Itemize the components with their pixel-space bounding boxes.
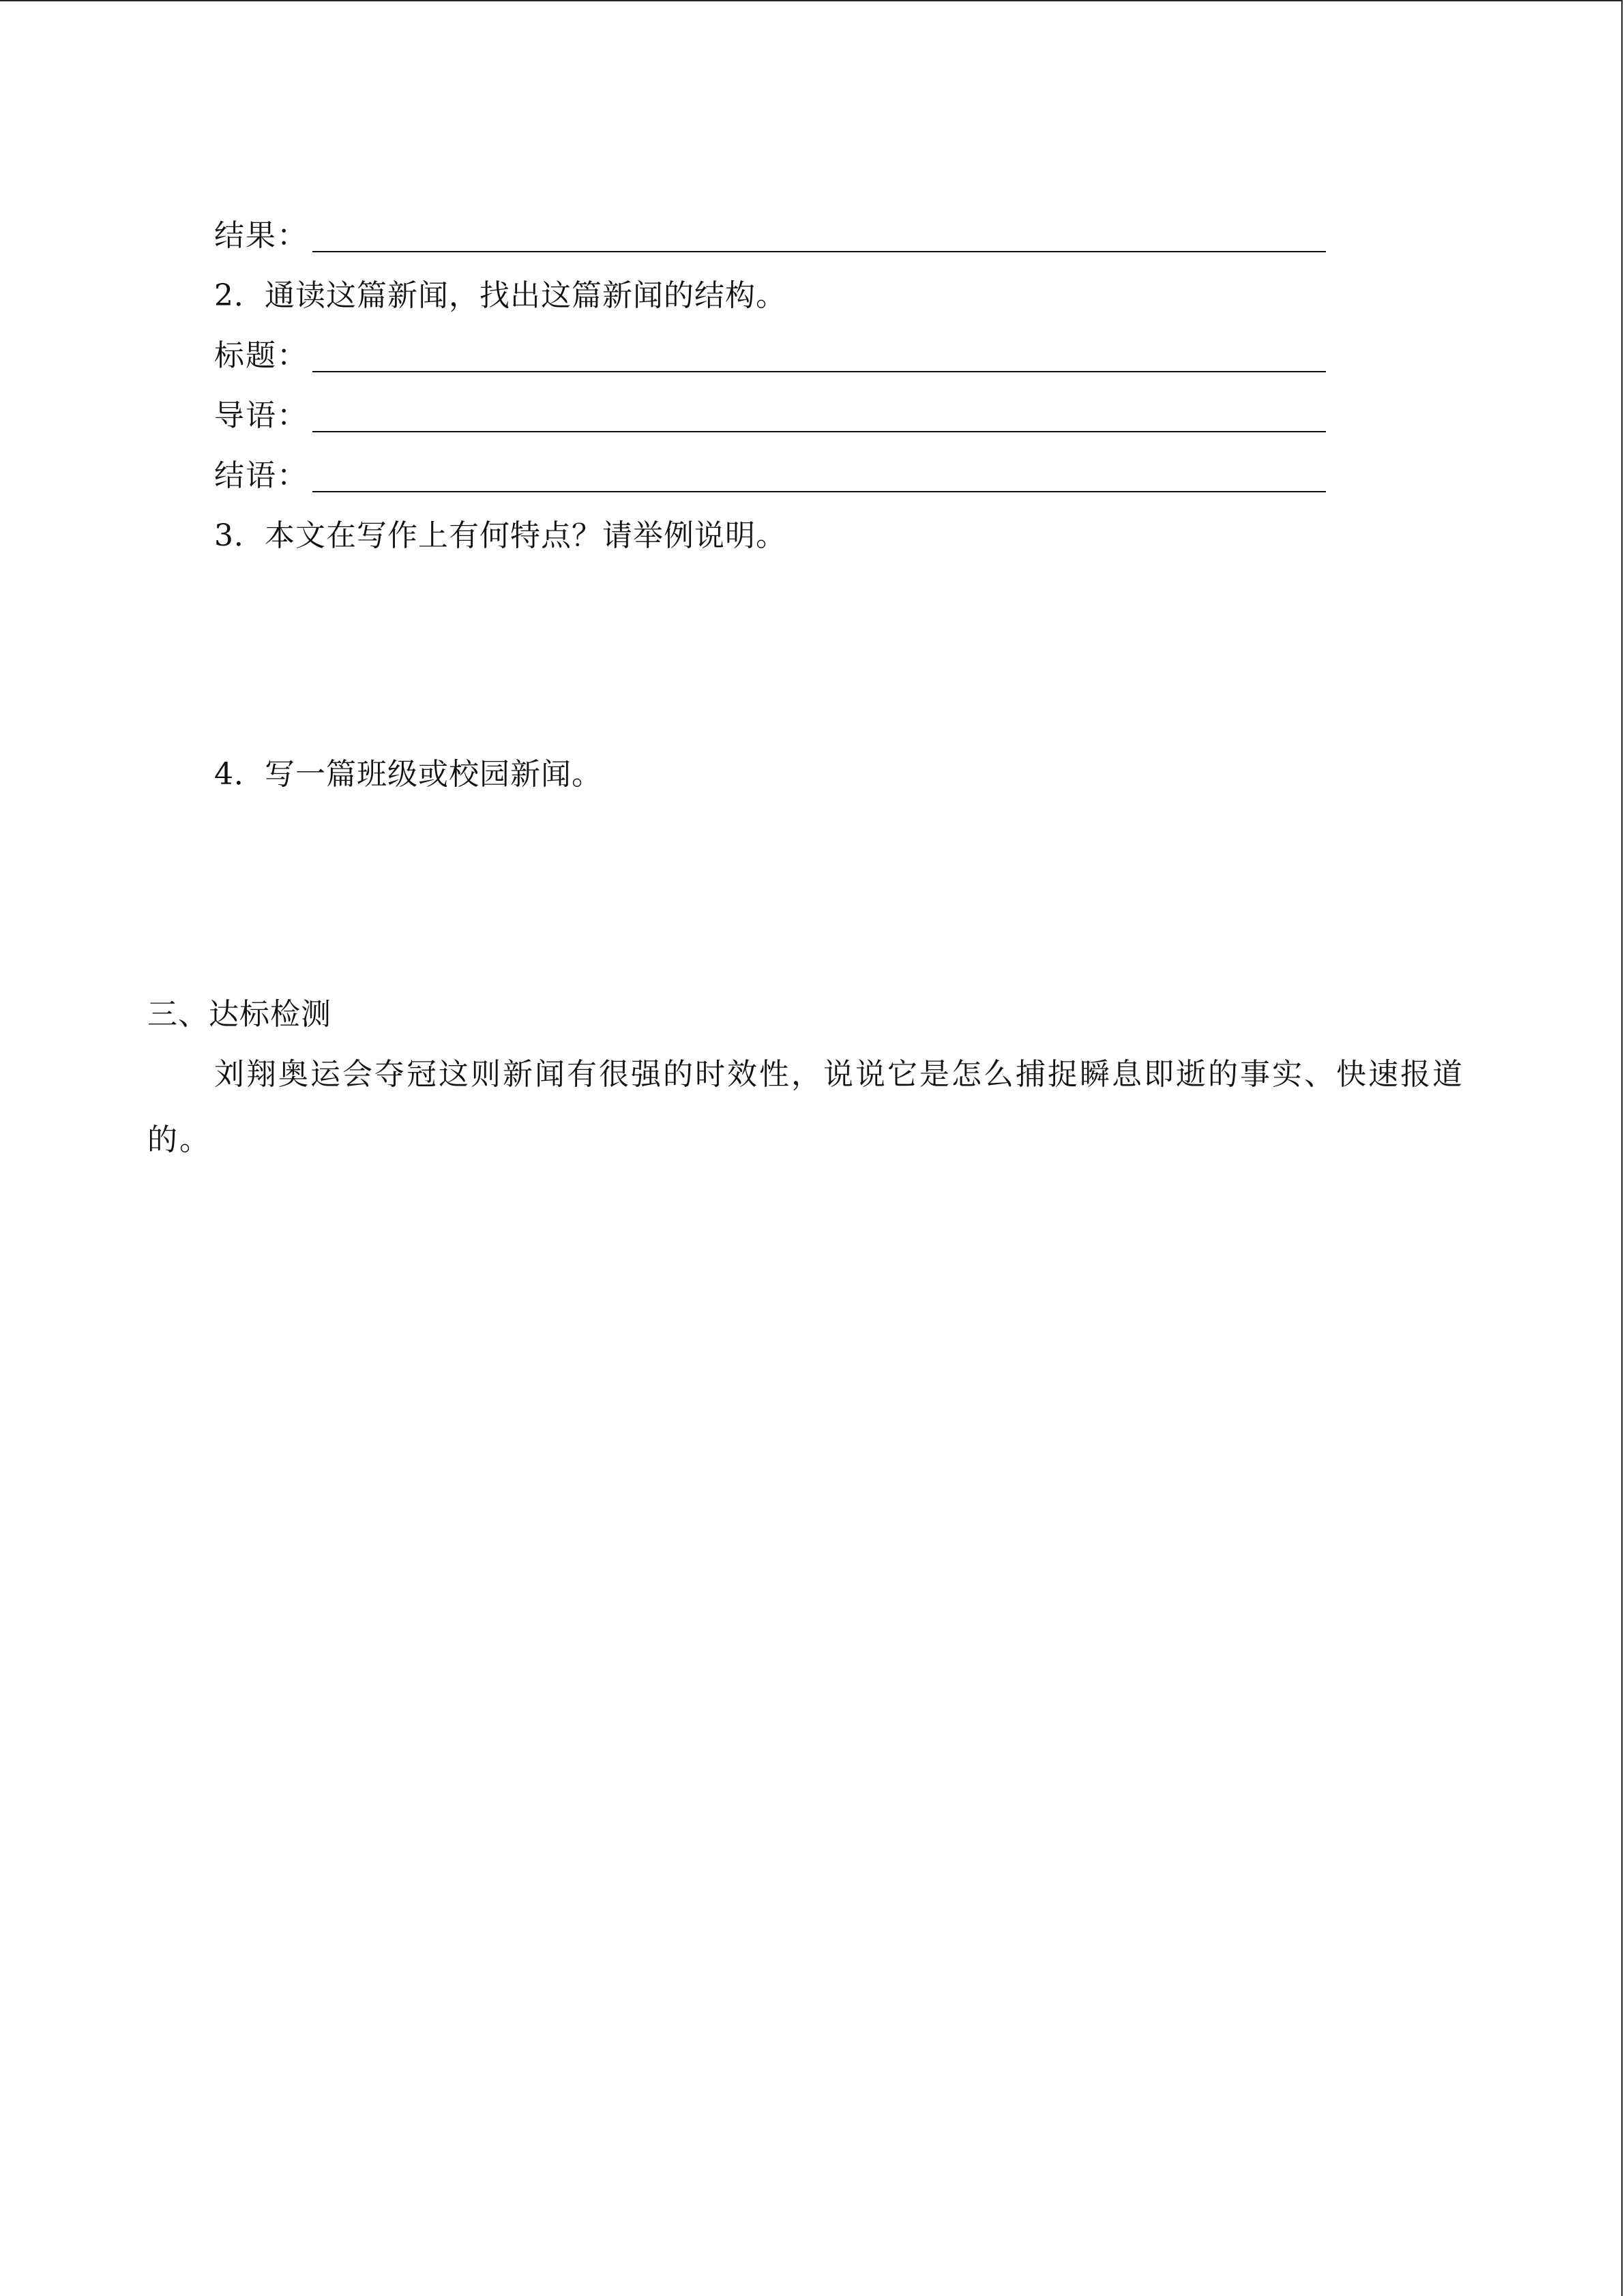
- result-label: 结果：: [214, 218, 308, 253]
- title-answer-line[interactable]: [312, 371, 1326, 372]
- ending-label: 结语：: [214, 458, 308, 493]
- ending-answer-line[interactable]: [312, 491, 1326, 492]
- title-field[interactable]: [214, 336, 1326, 376]
- question-2: 2．通读这篇新闻，找出这篇新闻的结构。: [214, 278, 786, 313]
- section-3-heading: 三、达标检测: [147, 997, 331, 1032]
- result-field[interactable]: [214, 215, 1326, 256]
- lead-field[interactable]: [214, 396, 1326, 436]
- section-3-paragraph: 刘翔奥运会夺冠这则新闻有很强的时效性，说说它是怎么捕捉瞬息即逝的事实、快速报道的。: [147, 1057, 1464, 1157]
- result-answer-line[interactable]: [312, 251, 1326, 252]
- question-4: 4．写一篇班级或校园新闻。: [214, 757, 602, 792]
- title-label: 标题：: [214, 338, 308, 373]
- ending-field[interactable]: [214, 456, 1326, 496]
- lead-label: 导语：: [214, 398, 308, 433]
- lead-answer-line[interactable]: [312, 431, 1326, 432]
- question-3: 3．本文在写作上有何特点？请举例说明。: [214, 518, 786, 553]
